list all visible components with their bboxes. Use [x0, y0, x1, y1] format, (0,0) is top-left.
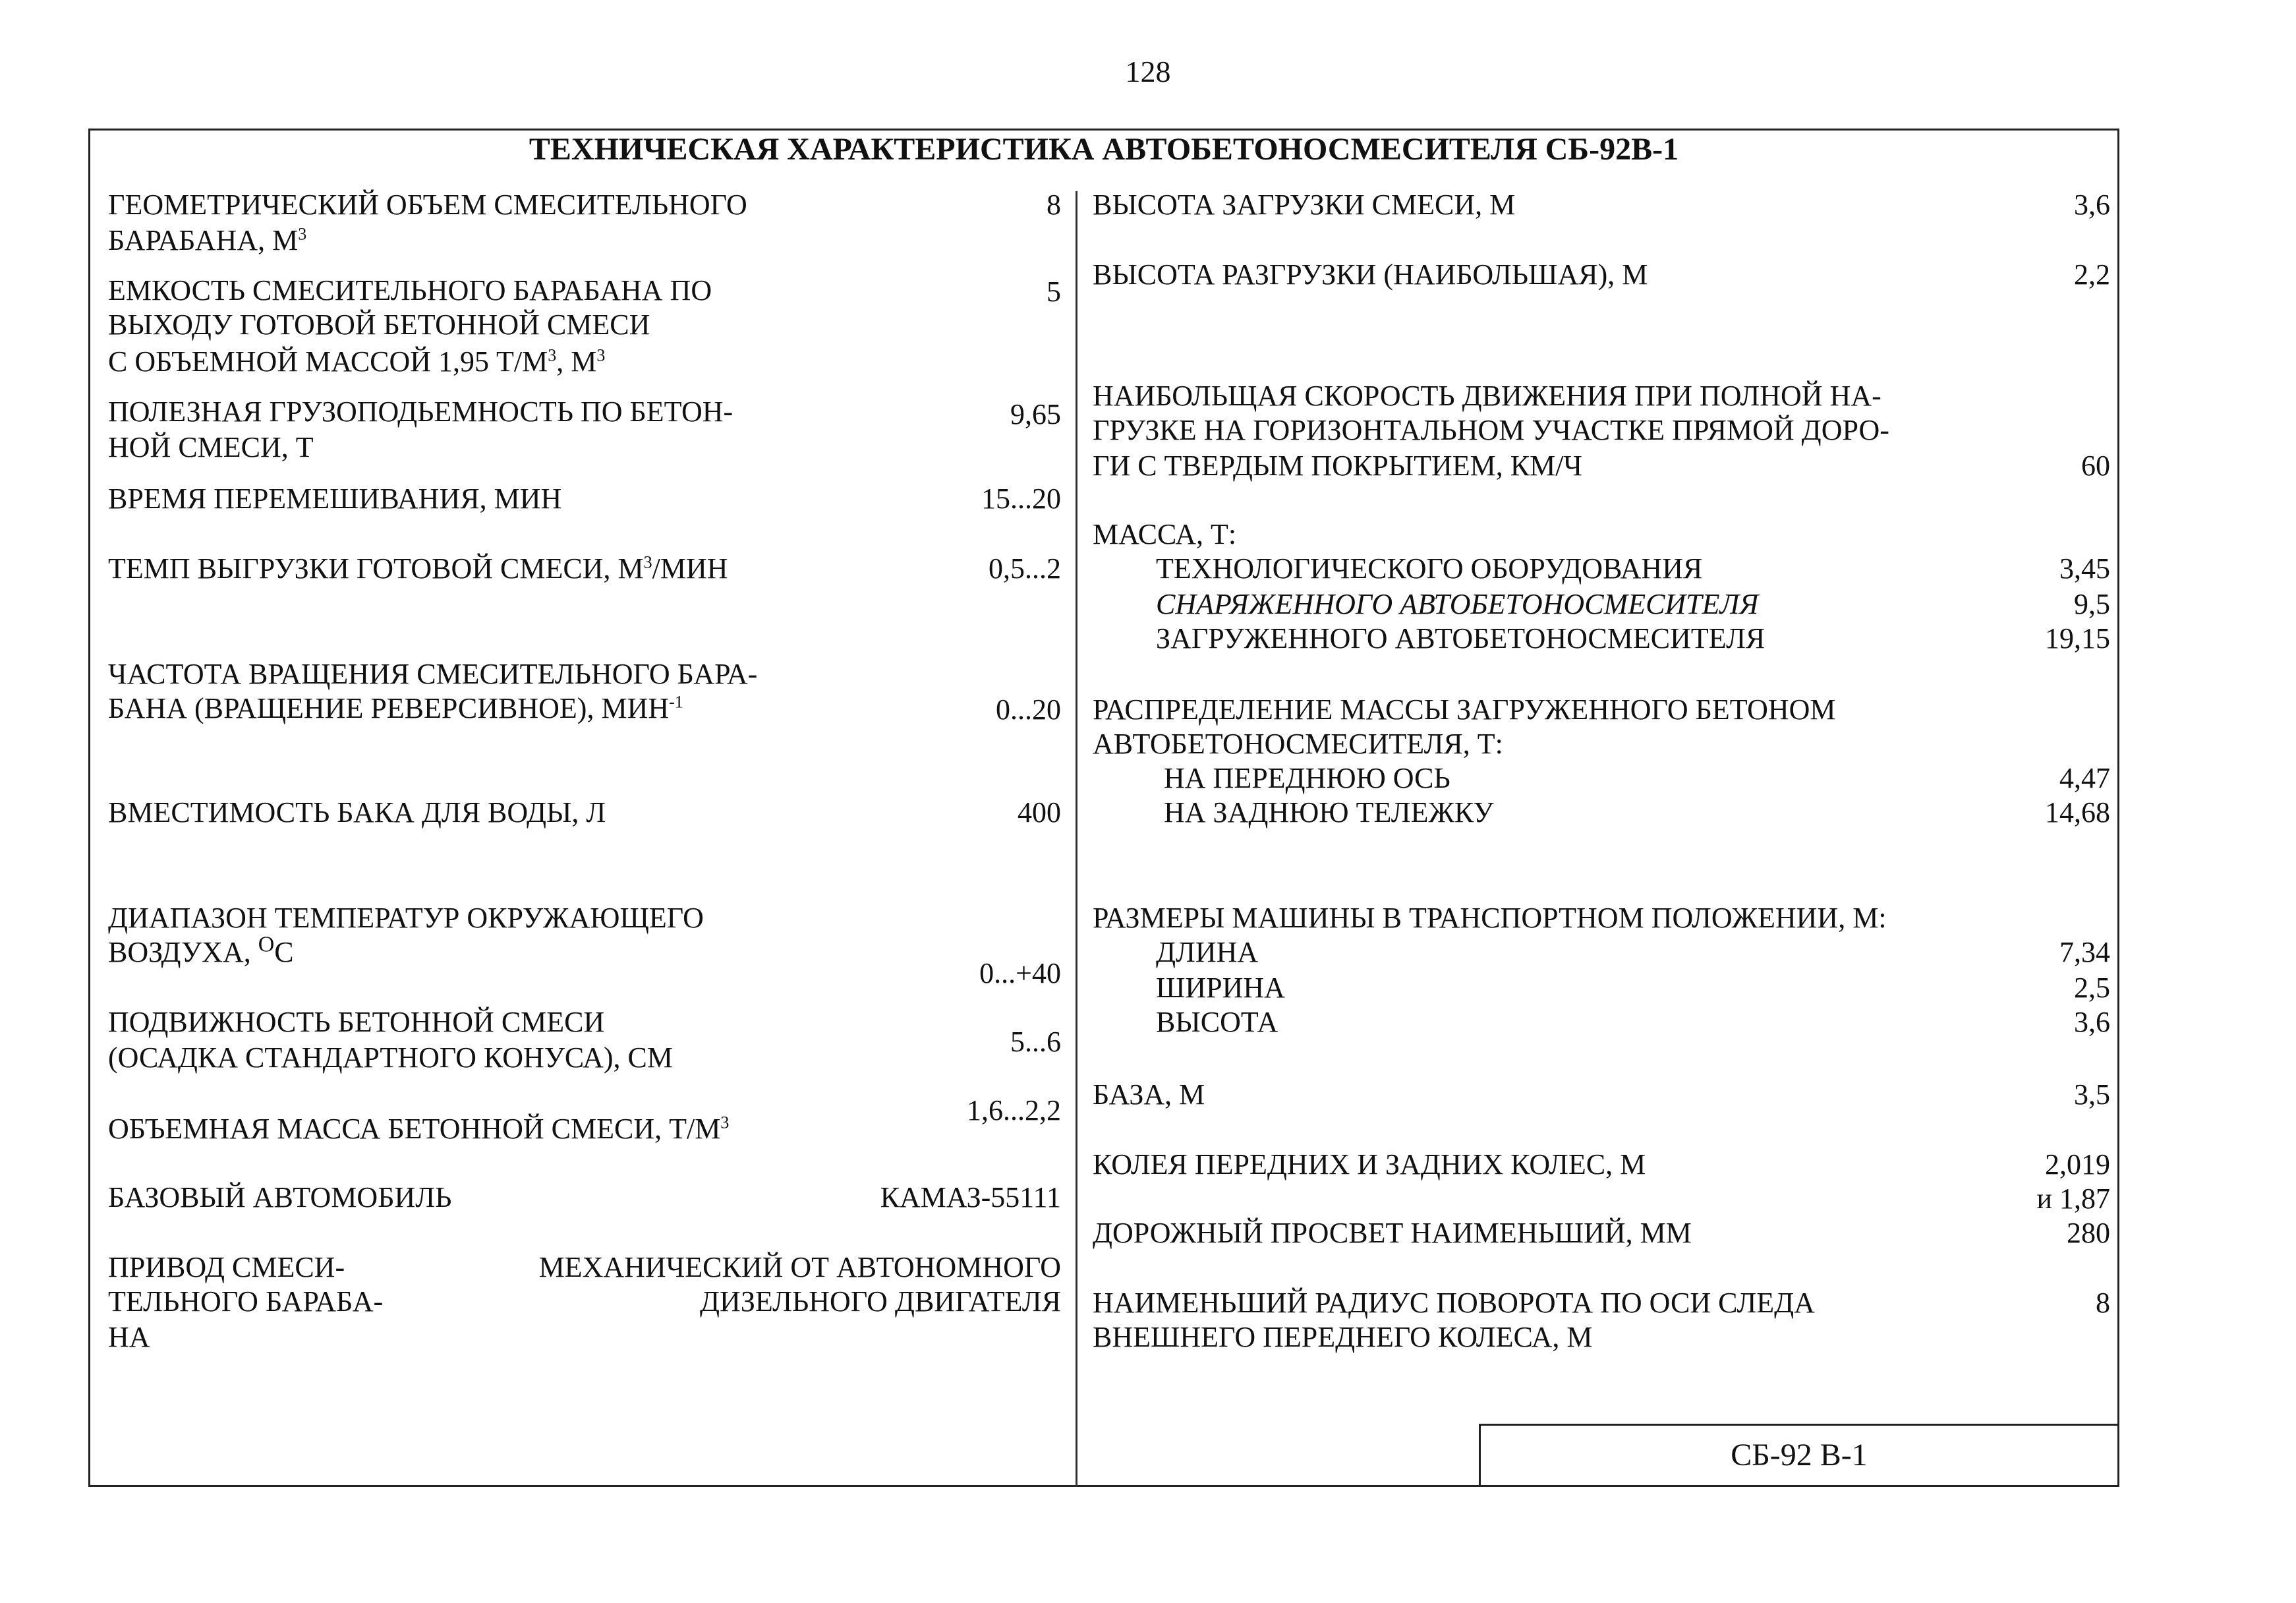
payload-value: 9,65	[1010, 398, 1061, 430]
turn-radius-value: 8	[2096, 1287, 2110, 1319]
geom-volume-label-2: БАРАБАНА, $М^3$	[108, 224, 307, 256]
mass-item-value: 9,5	[2074, 588, 2110, 620]
rotation-value: 0...20	[996, 693, 1061, 726]
dimension-item-label: ШИРИНА	[1156, 972, 1285, 1004]
max-speed-value: 60	[2081, 450, 2110, 482]
water-tank-value: 400	[1018, 796, 1061, 829]
dimension-item-label: ДЛИНА	[1156, 936, 1259, 968]
drive-value-1: МЕХАНИЧЕСКИЙ ОТ АВТОНОМНОГО	[538, 1251, 1061, 1283]
temperature-label-2: ВОЗДУХА, $^О$С	[108, 932, 294, 968]
stamp-label: СБ-92 В-1	[1731, 1438, 1868, 1472]
distribution-item-label: НА ЗАДНЮЮ ТЕЛЕЖКУ	[1164, 796, 1494, 829]
distribution-item-value: 14,68	[2045, 796, 2110, 829]
mass-heading: МАССА, Т:	[1093, 518, 1237, 550]
unload-rate-value: 0,5...2	[989, 552, 1061, 585]
mobility-label-2: (ОСАДКА СТАНДАРТНОГО КОНУСА), СМ	[108, 1041, 673, 1074]
wheelbase-value: 3,5	[2074, 1078, 2110, 1111]
payload-label-1: ПОЛЕЗНАЯ ГРУЗОПОДЬЕМНОСТЬ ПО БЕТОН-	[108, 395, 733, 428]
mixing-time-label: ВРЕМЯ ПЕРЕМЕШИВАНИЯ, МИН	[108, 482, 562, 515]
clearance-label: ДОРОЖНЫЙ ПРОСВЕТ НАИМЕНЬШИЙ, ММ	[1093, 1217, 1692, 1249]
max-speed-label-2: ГРУЗКЕ НА ГОРИЗОНТАЛЬНОМ УЧАСТКЕ ПРЯМОЙ ДОРО-	[1093, 414, 1889, 446]
load-height-value: 3,6	[2074, 189, 2110, 221]
capacity-label-3: С ОБЪЕМНОЙ МАССОЙ 1,95 $Т/М^3$, $М^3$	[108, 345, 606, 378]
payload-label-2: НОЙ СМЕСИ, Т	[108, 431, 314, 463]
distribution-label-1: РАСПРЕДЕЛЕНИЕ МАССЫ ЗАГРУЖЕННОГО БЕТОНОМ	[1093, 693, 1836, 726]
temperature-label-1: ДИАПАЗОН ТЕМПЕРАТУР ОКРУЖАЮЩЕГО	[108, 902, 704, 934]
clearance-value: 280	[2067, 1217, 2110, 1249]
distribution-item-value: 4,47	[2059, 762, 2110, 794]
mass-item-label: ЗАГРУЖЕННОГО АВТОБЕТОНОСМЕСИТЕЛЯ	[1156, 622, 1765, 655]
drawing-stamp	[1479, 1424, 2119, 1487]
wheelbase-label: БАЗА, М	[1093, 1078, 1205, 1111]
dimensions-heading: РАЗМЕРЫ МАШИНЫ В ТРАНСПОРТНОМ ПОЛОЖЕНИИ, М:	[1093, 902, 1887, 934]
rotation-label-2: БАНА (ВРАЩЕНИЕ РЕВЕРСИВНОЕ), $МИН^{-1}$	[108, 692, 683, 724]
dimension-item-value: 7,34	[2059, 936, 2110, 968]
temperature-value: 0...+40	[979, 957, 1061, 989]
track-value-1: 2,019	[2045, 1148, 2110, 1180]
dimension-item-value: 3,6	[2074, 1006, 2110, 1038]
max-speed-label-3: ГИ С ТВЕРДЫМ ПОКРЫТИЕМ, КМ/Ч	[1093, 450, 1583, 482]
mass-item-label: ТЕХНОЛОГИЧЕСКОГО ОБОРУДОВАНИЯ	[1156, 552, 1703, 585]
mobility-value: 5...6	[1010, 1026, 1061, 1058]
mobility-label-1: ПОДВИЖНОСТЬ БЕТОННОЙ СМЕСИ	[108, 1006, 605, 1038]
density-label: ОБЪЕМНАЯ МАССА БЕТОННОЙ СМЕСИ, $Т/М^3$	[108, 1113, 730, 1145]
turn-radius-label-1: НАИМЕНЬШИЙ РАДИУС ПОВОРОТА ПО ОСИ СЛЕДА	[1093, 1287, 1815, 1319]
unload-height-value: 2,2	[2074, 258, 2110, 291]
base-vehicle-value: КАМАЗ-55111	[880, 1181, 1061, 1213]
capacity-label-1: ЕМКОСТЬ СМЕСИТЕЛЬНОГО БАРАБАНА ПО	[108, 274, 712, 306]
geom-volume-value: 8	[1047, 189, 1061, 221]
capacity-label-2: ВЫХОДУ ГОТОВОЙ БЕТОННОЙ СМЕСИ	[108, 308, 650, 341]
density-value: 1,6...2,2	[967, 1094, 1061, 1126]
turn-radius-label-2: ВНЕШНЕГО ПЕРЕДНЕГО КОЛЕСА, М	[1093, 1321, 1593, 1353]
distribution-label-2: АВТОБЕТОНОСМЕСИТЕЛЯ, Т:	[1093, 728, 1503, 760]
drive-label-2: ТЕЛЬНОГО БАРАБА-	[108, 1285, 384, 1318]
capacity-value: 5	[1047, 276, 1061, 308]
dimension-item-value: 2,5	[2074, 972, 2110, 1004]
column-divider	[1076, 191, 1077, 1487]
distribution-item-label: НА ПЕРЕДНЮЮ ОСЬ	[1164, 762, 1450, 794]
drive-label-3: НА	[108, 1321, 150, 1353]
mixing-time-value: 15...20	[981, 482, 1061, 515]
track-value-2: и 1,87	[2036, 1182, 2110, 1215]
geom-volume-label-1: ГЕОМЕТРИЧЕСКИЙ ОБЪЕМ СМЕСИТЕЛЬНОГО	[108, 189, 747, 221]
mass-item-label: СНАРЯЖЕННОГО АВТОБЕТОНОСМЕСИТЕЛЯ	[1156, 588, 1759, 620]
unload-height-label: ВЫСОТА РАЗГРУЗКИ (НАИБОЛЬШАЯ), М	[1093, 258, 1648, 291]
spec-title: ТЕХНИЧЕСКАЯ ХАРАКТЕРИСТИКА АВТОБЕТОНОСМЕСИТЕЛЯ СБ-92В-1	[529, 132, 1679, 167]
mass-item-value: 19,15	[2045, 622, 2110, 655]
dimension-item-label: ВЫСОТА	[1156, 1006, 1278, 1038]
track-label: КОЛЕЯ ПЕРЕДНИХ И ЗАДНИХ КОЛЕС, М	[1093, 1148, 1646, 1180]
rotation-label-1: ЧАСТОТА ВРАЩЕНИЯ СМЕСИТЕЛЬНОГО БАРА-	[108, 658, 758, 690]
mass-item-value: 3,45	[2059, 552, 2110, 585]
drive-value-2: ДИЗЕЛЬНОГО ДВИГАТЕЛЯ	[700, 1285, 1061, 1318]
water-tank-label: ВМЕСТИМОСТЬ БАКА ДЛЯ ВОДЫ, Л	[108, 796, 606, 829]
unload-rate-label: ТЕМП ВЫГРУЗКИ ГОТОВОЙ СМЕСИ, $М^3$/МИН	[108, 552, 728, 585]
drive-label-1: ПРИВОД СМЕСИ-	[108, 1251, 345, 1283]
max-speed-label-1: НАИБОЛЬЩАЯ СКОРОСТЬ ДВИЖЕНИЯ ПРИ ПОЛНОЙ НА-	[1093, 380, 1881, 412]
base-vehicle-label: БАЗОВЫЙ АВТОМОБИЛЬ	[108, 1181, 452, 1213]
page-number: 128	[1125, 55, 1171, 88]
load-height-label: ВЫСОТА ЗАГРУЗКИ СМЕСИ, М	[1093, 189, 1516, 221]
